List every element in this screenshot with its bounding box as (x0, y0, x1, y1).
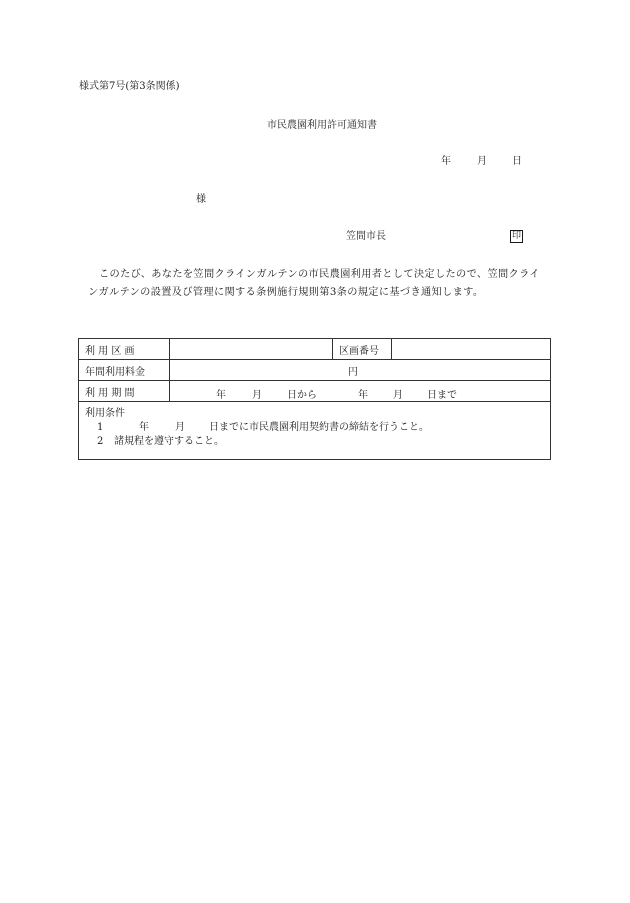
annual-fee-label: 年間利用料金 (79, 360, 170, 381)
date-day-label: 日 (512, 156, 522, 167)
plot-value (170, 339, 333, 360)
period-day2: 日まで (427, 390, 457, 401)
table-row (79, 360, 551, 381)
notice-body: このたび、あなたを笠間クラインガルテンの市民農園利用者として決定したので、笠間クラインガルテンの設置及び管理に関する条例施行規則第3条の規定に基づき通知します。 (88, 269, 540, 298)
condition-item-1 (85, 421, 544, 435)
table-row (79, 402, 551, 460)
condition-1-number: 1 (97, 422, 104, 433)
conditions-heading: 利用条件 (85, 408, 125, 419)
table-row (79, 381, 551, 402)
document-title-text: 市民農園利用許可通知書 (267, 120, 377, 131)
condition-1-year: 年 (139, 422, 149, 433)
annual-fee-unit-text: 円 (348, 366, 358, 378)
period-value (170, 381, 551, 402)
period-year2: 年 (358, 390, 368, 401)
condition-1-month: 月 (175, 422, 185, 433)
condition-2-number: 2 (97, 436, 104, 447)
document-title (0, 121, 630, 131)
period-month1: 月 (252, 390, 262, 401)
issuer-name: 笠間市長 (346, 231, 386, 242)
plot-label: 利 用 区 画 (79, 339, 170, 360)
plot-number-value (392, 339, 551, 360)
period-label: 利 用 期 間 (79, 381, 170, 402)
table-row (79, 339, 551, 360)
period-day1: 日から (287, 390, 317, 401)
period-month2: 月 (393, 390, 403, 401)
form-number: 様式第7号(第3条関係) (79, 81, 180, 92)
conditions-cell (79, 402, 551, 460)
addressee-suffix: 様 (196, 194, 206, 205)
plot-number-label: 区画番号 (333, 339, 392, 360)
period-year1: 年 (216, 390, 226, 401)
period-fields (176, 381, 544, 401)
terms-table (78, 338, 551, 460)
seal-mark: 印 (512, 231, 522, 241)
conditions-heading-line (85, 407, 544, 421)
condition-1-text: 日までに市民農園利用契約書の締結を行うこと。 (209, 422, 429, 433)
date-year-label: 年 (441, 156, 451, 167)
condition-item-2 (85, 435, 544, 449)
date-month-label: 月 (477, 156, 487, 167)
condition-2-text: 諸規程を遵守すること。 (114, 436, 224, 447)
annual-fee-unit (170, 360, 551, 381)
